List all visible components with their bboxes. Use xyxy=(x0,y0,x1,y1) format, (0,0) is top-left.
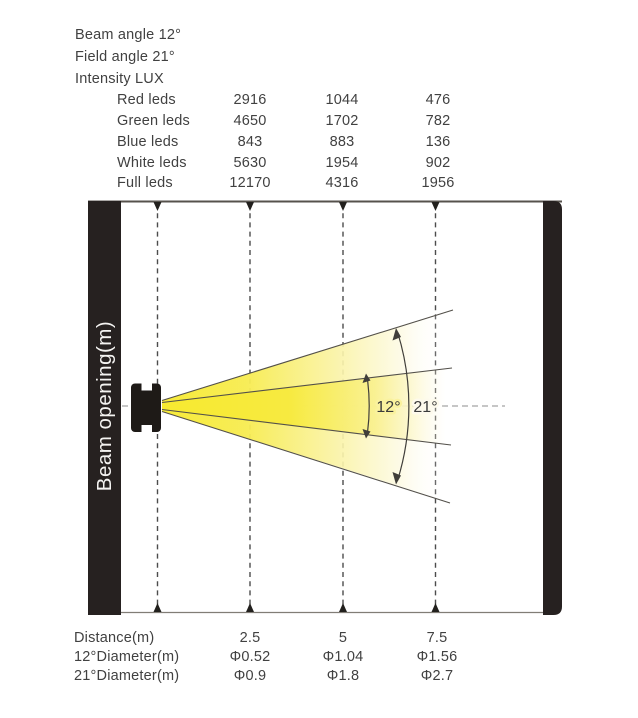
diameter-value: Φ2.7 xyxy=(420,668,454,684)
intensity-value: 5630 xyxy=(233,155,267,171)
intensity-value: 883 xyxy=(329,134,355,150)
distance-value: 5 xyxy=(338,630,348,646)
distance-row-label: Distance(m) xyxy=(74,630,155,646)
intensity-row-label: White leds xyxy=(117,155,187,171)
intensity-value: 1956 xyxy=(421,175,455,191)
light-fixture xyxy=(131,383,161,433)
diameter-value: Φ0.9 xyxy=(233,668,267,684)
diameter-value: Φ1.8 xyxy=(326,668,360,684)
beam-angle-callout: 12° xyxy=(376,399,401,416)
beam-opening-axis-label: Beam opening(m) xyxy=(93,320,116,492)
diameter-row-label: 21°Diameter(m) xyxy=(74,668,180,684)
diameter-row-label: 12°Diameter(m) xyxy=(74,649,180,665)
field-angle-text: Field angle 21° xyxy=(75,49,175,65)
diameter-value: Φ0.52 xyxy=(229,649,271,665)
intensity-value: 476 xyxy=(425,92,451,108)
intensity-value: 1044 xyxy=(325,92,359,108)
intensity-value: 136 xyxy=(425,134,451,150)
diameter-12-row xyxy=(0,649,638,665)
intensity-value: 2916 xyxy=(233,92,267,108)
distance-row xyxy=(0,630,638,646)
field-angle-callout: 21° xyxy=(413,399,438,416)
beam-angle-text: Beam angle 12° xyxy=(75,27,182,43)
intensity-row-label: Green leds xyxy=(117,113,190,129)
intensity-row-label: Full leds xyxy=(117,175,173,191)
diameter-value: Φ1.04 xyxy=(322,649,364,665)
distance-value: 2.5 xyxy=(239,630,261,646)
distance-value: 7.5 xyxy=(426,630,448,646)
intensity-value: 12170 xyxy=(229,175,271,191)
intensity-value: 1954 xyxy=(325,155,359,171)
intensity-row-label: Red leds xyxy=(117,92,176,108)
intensity-value: 1702 xyxy=(325,113,359,129)
intensity-row-label: Blue leds xyxy=(117,134,179,150)
right-frame-bar xyxy=(543,201,562,615)
diameter-value: Φ1.56 xyxy=(416,649,458,665)
intensity-value: 4316 xyxy=(325,175,359,191)
intensity-value: 902 xyxy=(425,155,451,171)
intensity-title: Intensity LUX xyxy=(75,71,164,87)
intensity-value: 843 xyxy=(237,134,263,150)
diameter-21-row xyxy=(0,668,638,684)
intensity-value: 782 xyxy=(425,113,451,129)
intensity-value: 4650 xyxy=(233,113,267,129)
